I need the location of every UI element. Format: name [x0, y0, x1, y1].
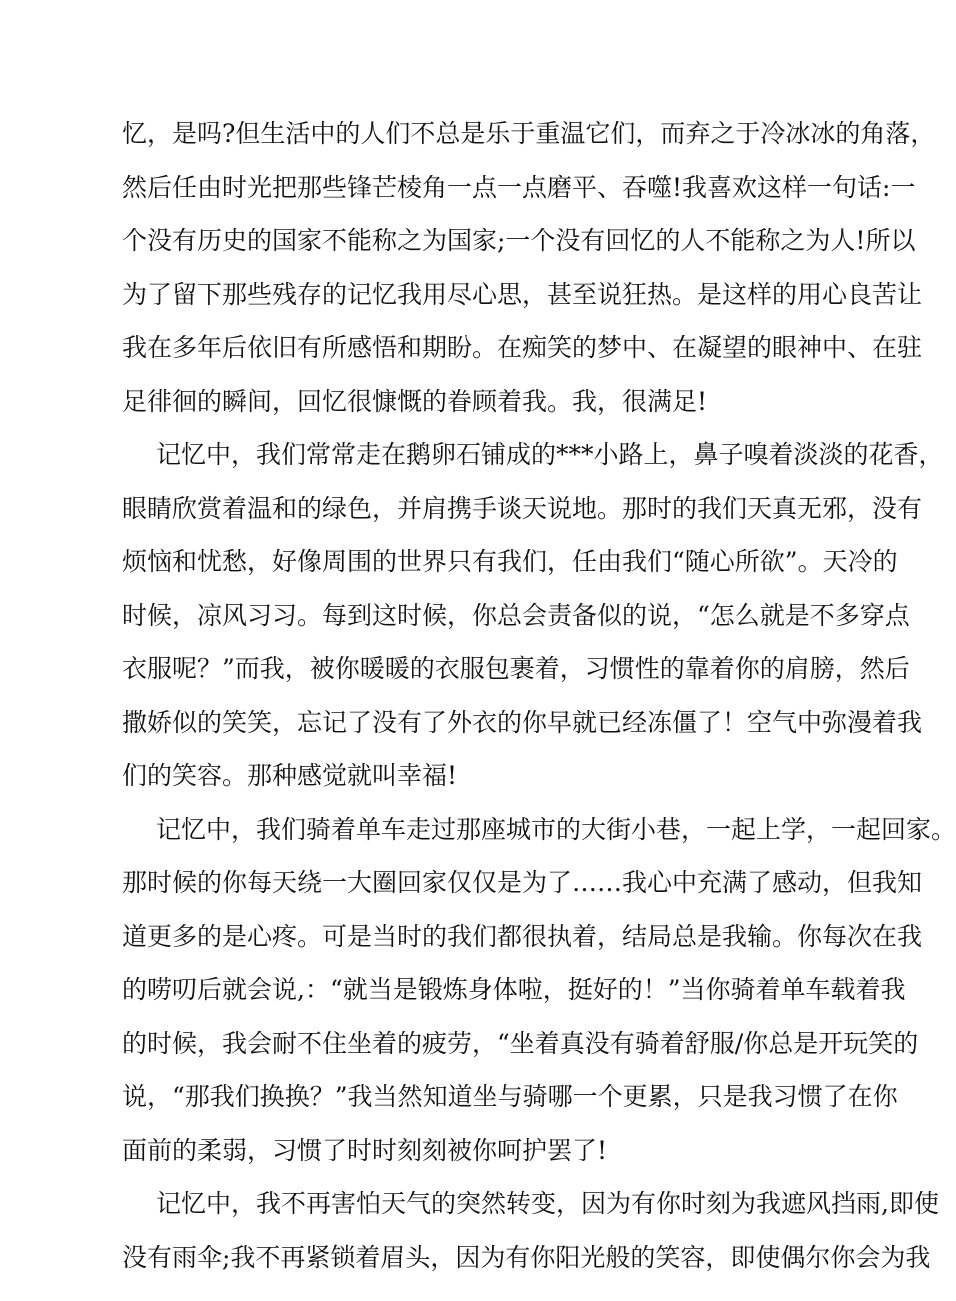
- text-line: 忆，是吗?但生活中的人们不总是乐于重温它们，而弃之于冷冰冰的角落，: [122, 119, 936, 148]
- text-line: 时候，凉风习习。每到这时候，你总会责备似的说，“怎么就是不多穿点: [122, 601, 910, 630]
- text-line: 烦恼和忧愁，好像周围的世界只有我们，任由我们“随心所欲”。天冷的: [122, 547, 898, 576]
- paragraph-first-line: 记忆中，我不再害怕天气的突然转变，因为有你时刻为我遮风挡雨,即使: [156, 1189, 939, 1218]
- text-line: 眼睛欣赏着温和的绿色，并肩携手谈天说地。那时的我们天真无邪，没有: [122, 494, 923, 523]
- text-line: 为了留下那些残存的记忆我用尽心思，甚至说狂热。是这样的用心良苦让: [122, 280, 923, 309]
- text-line: 没有雨伞;我不再紧锁着眉头，因为有你阳光般的笑容，即使偶尔你会为我: [122, 1243, 931, 1272]
- text-line: 我在多年后依旧有所感悟和期盼。在痴笑的梦中、在凝望的眼神中、在驻: [122, 333, 923, 362]
- text-line: 足徘徊的瞬间，回忆很慷慨的眷顾着我。我，很满足!: [122, 387, 708, 416]
- text-line: 那时候的你每天绕一大圈回家仅仅是为了……我心中充满了感动，但我知: [122, 868, 923, 897]
- text-line: 的时候，我会耐不住坐着的疲劳，“坐着真没有骑着舒服/你总是开玩笑的: [122, 1029, 919, 1058]
- paragraph-first-line: 记忆中，我们常常走在鹅卵石铺成的***小路上，鼻子嗅着淡淡的花香，: [156, 440, 944, 469]
- text-line: 的唠叨后就会说,：“就当是锻炼身体啦，挺好的！”当你骑着单车载着我: [122, 975, 906, 1004]
- text-line: 面前的柔弱，习惯了时时刻刻被你呵护罢了!: [122, 1136, 608, 1165]
- text-line: 们的笑容。那种感觉就叫幸福!: [122, 761, 458, 790]
- text-line: 说，“那我们换换？”我当然知道坐与骑哪一个更累，只是我习惯了在你: [122, 1082, 898, 1111]
- text-line: 道更多的是心疼。可是当时的我们都很执着，结局总是我输。你每次在我: [122, 922, 923, 951]
- text-line: 然后任由时光把那些锋芒棱角一点一点磨平、吞噬!我喜欢这样一句话:一: [122, 173, 916, 202]
- text-line: 个没有历史的国家不能称之为国家;一个没有回忆的人不能称之为人!所以: [122, 226, 916, 255]
- text-line: 衣服呢？”而我，被你暖暖的衣服包裹着，习惯性的靠着你的肩膀，然后: [122, 654, 910, 683]
- paragraph-first-line: 记忆中，我们骑着单车走过那座城市的大街小巷，一起上学，一起回家。: [156, 815, 956, 844]
- text-line: 撒娇似的笑笑，忘记了没有了外衣的你早就已经冻僵了！空气中弥漫着我: [122, 708, 923, 737]
